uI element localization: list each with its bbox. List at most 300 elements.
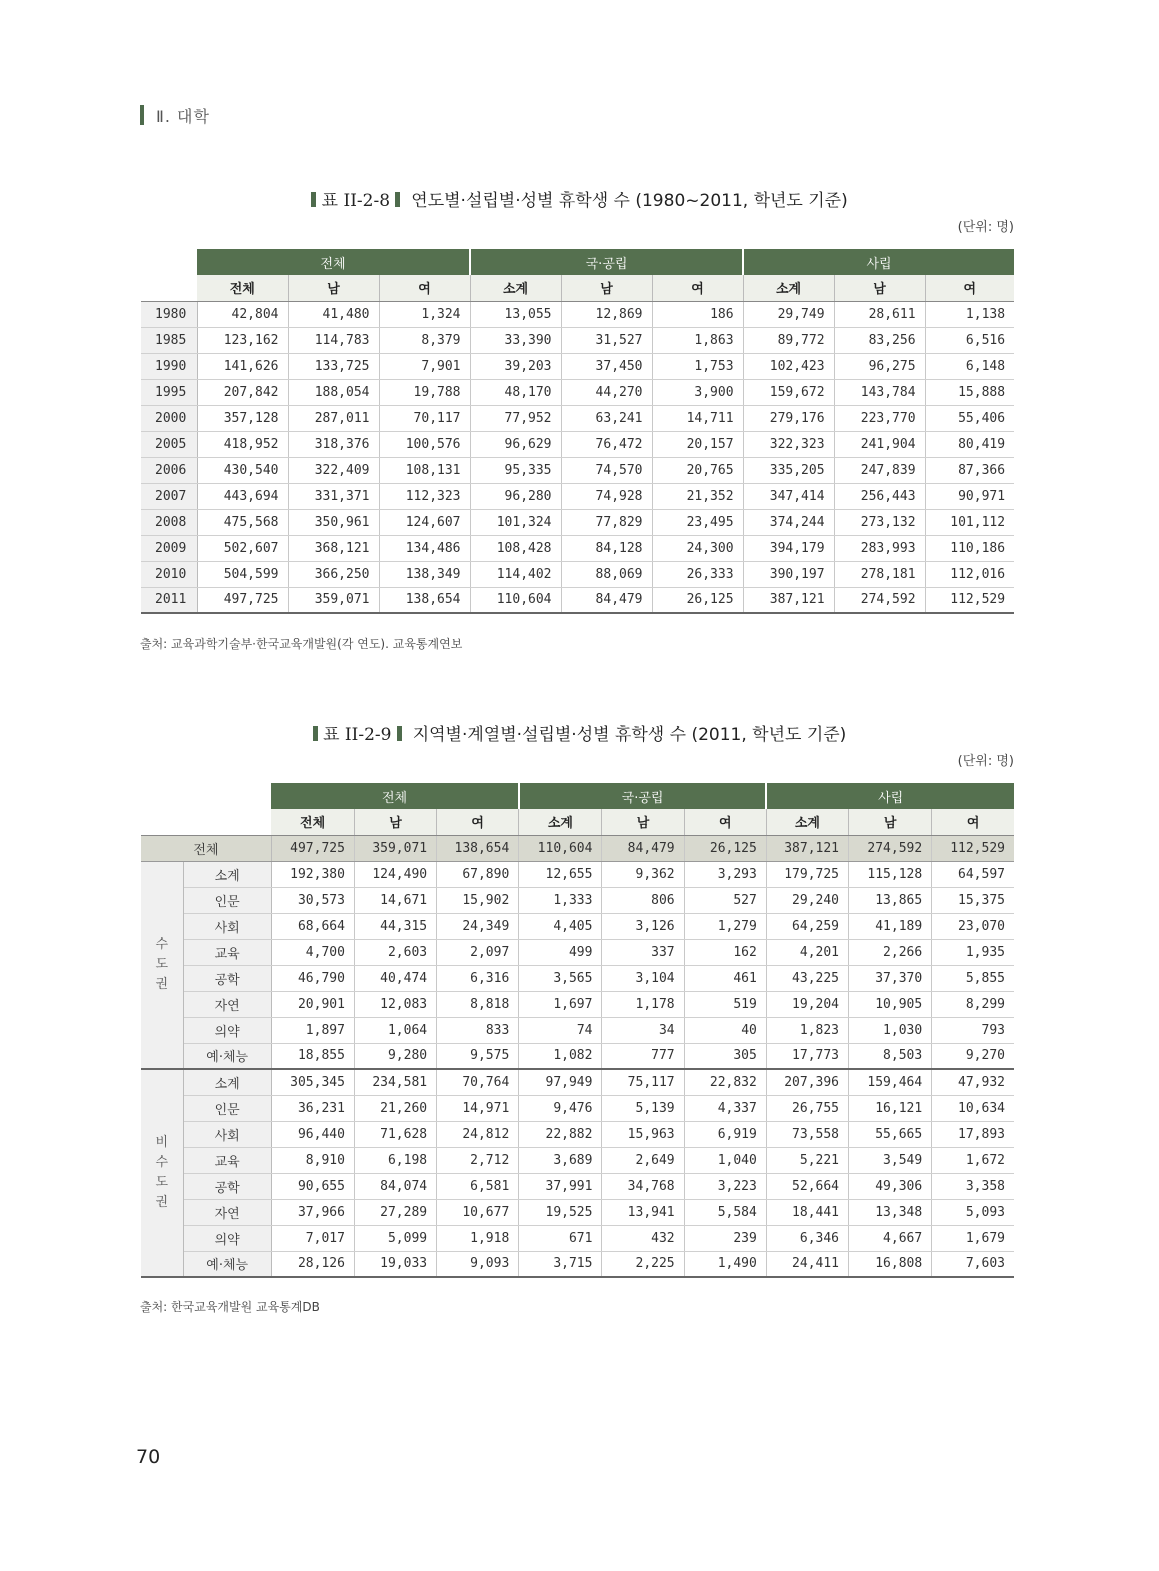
value-cell: 44,315 <box>354 913 436 939</box>
value-cell: 26,125 <box>684 835 766 861</box>
value-cell: 9,575 <box>437 1043 519 1069</box>
value-cell: 207,842 <box>197 379 288 405</box>
table1-title-text: 연도별·설립별·성별 휴학생 수 (1980~2011, 학년도 기준) <box>411 191 848 211</box>
value-cell: 274,592 <box>834 587 925 613</box>
year-cell: 2000 <box>141 405 197 431</box>
value-cell: 1,082 <box>519 1043 602 1069</box>
value-cell: 55,665 <box>849 1121 932 1147</box>
value-cell: 15,902 <box>437 887 519 913</box>
group-header-private: 사립 <box>766 783 1014 809</box>
value-cell: 18,441 <box>766 1199 848 1225</box>
group-header-public: 국·공립 <box>470 249 743 275</box>
value-cell: 1,030 <box>849 1017 932 1043</box>
value-cell: 359,071 <box>354 835 436 861</box>
value-cell: 162 <box>684 939 766 965</box>
value-cell: 88,069 <box>561 561 652 587</box>
value-cell: 1,672 <box>932 1147 1014 1173</box>
year-cell: 2009 <box>141 535 197 561</box>
value-cell: 19,788 <box>379 379 470 405</box>
value-cell: 100,576 <box>379 431 470 457</box>
value-cell: 5,584 <box>684 1199 766 1225</box>
value-cell: 39,203 <box>470 353 561 379</box>
value-cell: 41,189 <box>849 913 932 939</box>
field-label: 예·체능 <box>183 1043 271 1069</box>
value-cell: 8,379 <box>379 327 470 353</box>
value-cell: 8,299 <box>932 991 1014 1017</box>
value-cell: 77,829 <box>561 509 652 535</box>
value-cell: 3,104 <box>602 965 684 991</box>
column-header: 소계 <box>766 809 848 835</box>
value-cell: 186 <box>652 301 743 327</box>
value-cell: 33,390 <box>470 327 561 353</box>
table-row <box>141 887 1014 913</box>
column-header: 남 <box>561 275 652 301</box>
value-cell: 84,479 <box>602 835 684 861</box>
table-row <box>141 1069 1014 1095</box>
value-cell: 64,259 <box>766 913 848 939</box>
section-marker <box>140 105 144 125</box>
value-cell: 114,402 <box>470 561 561 587</box>
value-cell: 5,855 <box>932 965 1014 991</box>
value-cell: 63,241 <box>561 405 652 431</box>
value-cell: 8,818 <box>437 991 519 1017</box>
value-cell: 241,904 <box>834 431 925 457</box>
group-header-public: 국·공립 <box>519 783 767 809</box>
value-cell: 207,396 <box>766 1069 848 1095</box>
value-cell: 1,490 <box>684 1251 766 1277</box>
column-header: 소계 <box>470 275 561 301</box>
value-cell: 366,250 <box>288 561 379 587</box>
table1 <box>141 249 1014 614</box>
value-cell: 335,205 <box>743 457 834 483</box>
year-cell: 2010 <box>141 561 197 587</box>
table-row <box>141 1121 1014 1147</box>
section-header <box>140 104 210 126</box>
table-row <box>141 1199 1014 1225</box>
value-cell: 36,231 <box>271 1095 354 1121</box>
year-cell: 2011 <box>141 587 197 613</box>
value-cell: 124,607 <box>379 509 470 535</box>
value-cell: 34 <box>602 1017 684 1043</box>
region-label: 비 수 도 권 <box>141 1069 183 1277</box>
year-cell: 1980 <box>141 301 197 327</box>
table1-title <box>0 186 1159 211</box>
value-cell: 504,599 <box>197 561 288 587</box>
region-label: 수 도 권 <box>141 861 183 1069</box>
value-cell: 48,170 <box>470 379 561 405</box>
value-cell: 21,352 <box>652 483 743 509</box>
value-cell: 20,157 <box>652 431 743 457</box>
table-row <box>141 483 1014 509</box>
value-cell: 31,527 <box>561 327 652 353</box>
value-cell: 793 <box>932 1017 1014 1043</box>
table2-unit: (단위: 명) <box>957 754 1014 769</box>
value-cell: 2,649 <box>602 1147 684 1173</box>
value-cell: 114,783 <box>288 327 379 353</box>
value-cell: 75,117 <box>602 1069 684 1095</box>
value-cell: 90,655 <box>271 1173 354 1199</box>
value-cell: 390,197 <box>743 561 834 587</box>
table2-title-text: 지역별·계열별·설립별·성별 휴학생 수 (2011, 학년도 기준) <box>412 725 847 745</box>
value-cell: 55,406 <box>925 405 1014 431</box>
value-cell: 432 <box>602 1225 684 1251</box>
value-cell: 42,804 <box>197 301 288 327</box>
value-cell: 133,725 <box>288 353 379 379</box>
title-marker-left <box>313 726 318 741</box>
total-row <box>141 835 1014 861</box>
value-cell: 461 <box>684 965 766 991</box>
value-cell: 44,270 <box>561 379 652 405</box>
value-cell: 6,148 <box>925 353 1014 379</box>
table-row <box>141 509 1014 535</box>
value-cell: 387,121 <box>766 835 848 861</box>
value-cell: 6,346 <box>766 1225 848 1251</box>
field-label: 공학 <box>183 965 271 991</box>
column-header: 여 <box>684 809 766 835</box>
value-cell: 347,414 <box>743 483 834 509</box>
value-cell: 26,125 <box>652 587 743 613</box>
value-cell: 368,121 <box>288 535 379 561</box>
value-cell: 29,240 <box>766 887 848 913</box>
page-number: 70 <box>136 1446 161 1468</box>
value-cell: 134,486 <box>379 535 470 561</box>
value-cell: 17,893 <box>932 1121 1014 1147</box>
value-cell: 115,128 <box>849 861 932 887</box>
value-cell: 24,812 <box>437 1121 519 1147</box>
value-cell: 41,480 <box>288 301 379 327</box>
value-cell: 527 <box>684 887 766 913</box>
value-cell: 4,667 <box>849 1225 932 1251</box>
field-label: 자연 <box>183 1199 271 1225</box>
value-cell: 24,411 <box>766 1251 848 1277</box>
value-cell: 6,516 <box>925 327 1014 353</box>
value-cell: 28,126 <box>271 1251 354 1277</box>
table2-title <box>0 720 1159 745</box>
table2-title-code: II-2-9 <box>344 725 392 745</box>
value-cell: 40 <box>684 1017 766 1043</box>
value-cell: 3,358 <box>932 1173 1014 1199</box>
value-cell: 318,376 <box>288 431 379 457</box>
value-cell: 833 <box>437 1017 519 1043</box>
value-cell: 1,918 <box>437 1225 519 1251</box>
value-cell: 84,479 <box>561 587 652 613</box>
value-cell: 13,055 <box>470 301 561 327</box>
value-cell: 273,132 <box>834 509 925 535</box>
value-cell: 10,677 <box>437 1199 519 1225</box>
year-cell: 2006 <box>141 457 197 483</box>
value-cell: 806 <box>602 887 684 913</box>
table-row <box>141 939 1014 965</box>
value-cell: 1,753 <box>652 353 743 379</box>
table-row <box>141 431 1014 457</box>
value-cell: 7,901 <box>379 353 470 379</box>
value-cell: 179,725 <box>766 861 848 887</box>
value-cell: 138,654 <box>437 835 519 861</box>
value-cell: 138,654 <box>379 587 470 613</box>
value-cell: 30,573 <box>271 887 354 913</box>
corner-cell <box>141 249 197 275</box>
group-header-total: 전체 <box>271 783 519 809</box>
value-cell: 10,634 <box>932 1095 1014 1121</box>
field-label: 교육 <box>183 939 271 965</box>
value-cell: 497,725 <box>271 835 354 861</box>
value-cell: 671 <box>519 1225 602 1251</box>
value-cell: 108,131 <box>379 457 470 483</box>
value-cell: 278,181 <box>834 561 925 587</box>
year-cell: 2008 <box>141 509 197 535</box>
title-marker-left <box>311 192 316 207</box>
column-header: 남 <box>849 809 932 835</box>
value-cell: 1,897 <box>271 1017 354 1043</box>
table-row <box>141 353 1014 379</box>
value-cell: 16,121 <box>849 1095 932 1121</box>
value-cell: 14,671 <box>354 887 436 913</box>
value-cell: 283,993 <box>834 535 925 561</box>
value-cell: 2,712 <box>437 1147 519 1173</box>
column-header: 여 <box>379 275 470 301</box>
table-row <box>141 965 1014 991</box>
value-cell: 112,016 <box>925 561 1014 587</box>
value-cell: 430,540 <box>197 457 288 483</box>
value-cell: 234,581 <box>354 1069 436 1095</box>
value-cell: 49,306 <box>849 1173 932 1199</box>
value-cell: 123,162 <box>197 327 288 353</box>
table-row <box>141 1147 1014 1173</box>
column-header: 소계 <box>519 809 602 835</box>
value-cell: 101,112 <box>925 509 1014 535</box>
value-cell: 359,071 <box>288 587 379 613</box>
corner-cell <box>141 275 197 301</box>
value-cell: 357,128 <box>197 405 288 431</box>
value-cell: 1,863 <box>652 327 743 353</box>
value-cell: 43,225 <box>766 965 848 991</box>
value-cell: 3,715 <box>519 1251 602 1277</box>
value-cell: 1,679 <box>932 1225 1014 1251</box>
value-cell: 350,961 <box>288 509 379 535</box>
value-cell: 14,711 <box>652 405 743 431</box>
value-cell: 7,603 <box>932 1251 1014 1277</box>
value-cell: 15,375 <box>932 887 1014 913</box>
table1-title-prefix: 표 <box>321 191 339 211</box>
value-cell: 138,349 <box>379 561 470 587</box>
column-header: 전체 <box>271 809 354 835</box>
field-label: 사회 <box>183 913 271 939</box>
value-cell: 7,017 <box>271 1225 354 1251</box>
value-cell: 322,409 <box>288 457 379 483</box>
total-label: 전체 <box>141 835 271 861</box>
value-cell: 19,204 <box>766 991 848 1017</box>
value-cell: 19,525 <box>519 1199 602 1225</box>
value-cell: 475,568 <box>197 509 288 535</box>
value-cell: 15,888 <box>925 379 1014 405</box>
value-cell: 24,349 <box>437 913 519 939</box>
value-cell: 13,348 <box>849 1199 932 1225</box>
corner-cell <box>141 783 271 809</box>
value-cell: 73,558 <box>766 1121 848 1147</box>
value-cell: 331,371 <box>288 483 379 509</box>
value-cell: 74,570 <box>561 457 652 483</box>
table-row <box>141 991 1014 1017</box>
value-cell: 188,054 <box>288 379 379 405</box>
value-cell: 1,178 <box>602 991 684 1017</box>
field-label: 사회 <box>183 1121 271 1147</box>
table-row <box>141 561 1014 587</box>
value-cell: 1,333 <box>519 887 602 913</box>
column-header: 남 <box>602 809 684 835</box>
value-cell: 5,139 <box>602 1095 684 1121</box>
value-cell: 9,093 <box>437 1251 519 1277</box>
value-cell: 387,121 <box>743 587 834 613</box>
table-row <box>141 1017 1014 1043</box>
value-cell: 68,664 <box>271 913 354 939</box>
value-cell: 37,991 <box>519 1173 602 1199</box>
value-cell: 274,592 <box>849 835 932 861</box>
value-cell: 374,244 <box>743 509 834 535</box>
value-cell: 9,280 <box>354 1043 436 1069</box>
column-header: 여 <box>925 275 1014 301</box>
value-cell: 74 <box>519 1017 602 1043</box>
value-cell: 1,935 <box>932 939 1014 965</box>
table-row <box>141 535 1014 561</box>
value-cell: 3,126 <box>602 913 684 939</box>
value-cell: 26,755 <box>766 1095 848 1121</box>
group-header-private: 사립 <box>743 249 1014 275</box>
value-cell: 6,581 <box>437 1173 519 1199</box>
value-cell: 20,901 <box>271 991 354 1017</box>
value-cell: 12,655 <box>519 861 602 887</box>
value-cell: 76,472 <box>561 431 652 457</box>
value-cell: 239 <box>684 1225 766 1251</box>
value-cell: 102,423 <box>743 353 834 379</box>
value-cell: 29,749 <box>743 301 834 327</box>
corner-cell <box>141 809 271 835</box>
value-cell: 87,366 <box>925 457 1014 483</box>
value-cell: 83,256 <box>834 327 925 353</box>
value-cell: 1,138 <box>925 301 1014 327</box>
value-cell: 108,428 <box>470 535 561 561</box>
value-cell: 5,093 <box>932 1199 1014 1225</box>
field-label: 교육 <box>183 1147 271 1173</box>
value-cell: 90,971 <box>925 483 1014 509</box>
field-label: 의약 <box>183 1225 271 1251</box>
value-cell: 443,694 <box>197 483 288 509</box>
value-cell: 19,033 <box>354 1251 436 1277</box>
year-cell: 2007 <box>141 483 197 509</box>
value-cell: 9,270 <box>932 1043 1014 1069</box>
value-cell: 96,629 <box>470 431 561 457</box>
table-row <box>141 379 1014 405</box>
value-cell: 112,529 <box>925 587 1014 613</box>
value-cell: 159,672 <box>743 379 834 405</box>
value-cell: 9,476 <box>519 1095 602 1121</box>
column-header: 전체 <box>197 275 288 301</box>
value-cell: 13,941 <box>602 1199 684 1225</box>
field-label: 인문 <box>183 887 271 913</box>
value-cell: 519 <box>684 991 766 1017</box>
value-cell: 17,773 <box>766 1043 848 1069</box>
table-row <box>141 1251 1014 1277</box>
value-cell: 394,179 <box>743 535 834 561</box>
table-row <box>141 1225 1014 1251</box>
value-cell: 84,128 <box>561 535 652 561</box>
value-cell: 6,316 <box>437 965 519 991</box>
table-row <box>141 327 1014 353</box>
table-row <box>141 1095 1014 1121</box>
table-row <box>141 1173 1014 1199</box>
field-label: 소계 <box>183 861 271 887</box>
value-cell: 96,275 <box>834 353 925 379</box>
value-cell: 71,628 <box>354 1121 436 1147</box>
table-row <box>141 1043 1014 1069</box>
value-cell: 89,772 <box>743 327 834 353</box>
field-label: 공학 <box>183 1173 271 1199</box>
value-cell: 1,064 <box>354 1017 436 1043</box>
value-cell: 1,279 <box>684 913 766 939</box>
value-cell: 5,221 <box>766 1147 848 1173</box>
value-cell: 502,607 <box>197 535 288 561</box>
value-cell: 305 <box>684 1043 766 1069</box>
table-row <box>141 913 1014 939</box>
value-cell: 101,324 <box>470 509 561 535</box>
year-cell: 1990 <box>141 353 197 379</box>
value-cell: 12,083 <box>354 991 436 1017</box>
value-cell: 2,266 <box>849 939 932 965</box>
year-cell: 2005 <box>141 431 197 457</box>
value-cell: 40,474 <box>354 965 436 991</box>
column-header: 여 <box>437 809 519 835</box>
value-cell: 1,324 <box>379 301 470 327</box>
value-cell: 2,603 <box>354 939 436 965</box>
column-header: 남 <box>354 809 436 835</box>
value-cell: 12,869 <box>561 301 652 327</box>
value-cell: 5,099 <box>354 1225 436 1251</box>
value-cell: 497,725 <box>197 587 288 613</box>
value-cell: 10,905 <box>849 991 932 1017</box>
value-cell: 223,770 <box>834 405 925 431</box>
table2-source: 출처: 한국교육개발원 교육통계DB <box>140 1300 320 1314</box>
field-label: 자연 <box>183 991 271 1017</box>
value-cell: 24,300 <box>652 535 743 561</box>
value-cell: 112,529 <box>932 835 1014 861</box>
table1-source: 출처: 교육과학기술부·한국교육개발원(각 연도). 교육통계연보 <box>140 637 463 651</box>
value-cell: 279,176 <box>743 405 834 431</box>
value-cell: 84,074 <box>354 1173 436 1199</box>
value-cell: 37,450 <box>561 353 652 379</box>
column-header: 여 <box>652 275 743 301</box>
value-cell: 159,464 <box>849 1069 932 1095</box>
value-cell: 27,289 <box>354 1199 436 1225</box>
value-cell: 64,597 <box>932 861 1014 887</box>
value-cell: 70,764 <box>437 1069 519 1095</box>
value-cell: 305,345 <box>271 1069 354 1095</box>
group-header-total: 전체 <box>197 249 470 275</box>
value-cell: 2,097 <box>437 939 519 965</box>
column-header: 남 <box>288 275 379 301</box>
value-cell: 3,565 <box>519 965 602 991</box>
value-cell: 74,928 <box>561 483 652 509</box>
value-cell: 37,966 <box>271 1199 354 1225</box>
value-cell: 26,333 <box>652 561 743 587</box>
value-cell: 67,890 <box>437 861 519 887</box>
value-cell: 9,362 <box>602 861 684 887</box>
value-cell: 22,882 <box>519 1121 602 1147</box>
value-cell: 3,223 <box>684 1173 766 1199</box>
value-cell: 143,784 <box>834 379 925 405</box>
value-cell: 97,949 <box>519 1069 602 1095</box>
column-header: 남 <box>834 275 925 301</box>
value-cell: 6,198 <box>354 1147 436 1173</box>
value-cell: 247,839 <box>834 457 925 483</box>
